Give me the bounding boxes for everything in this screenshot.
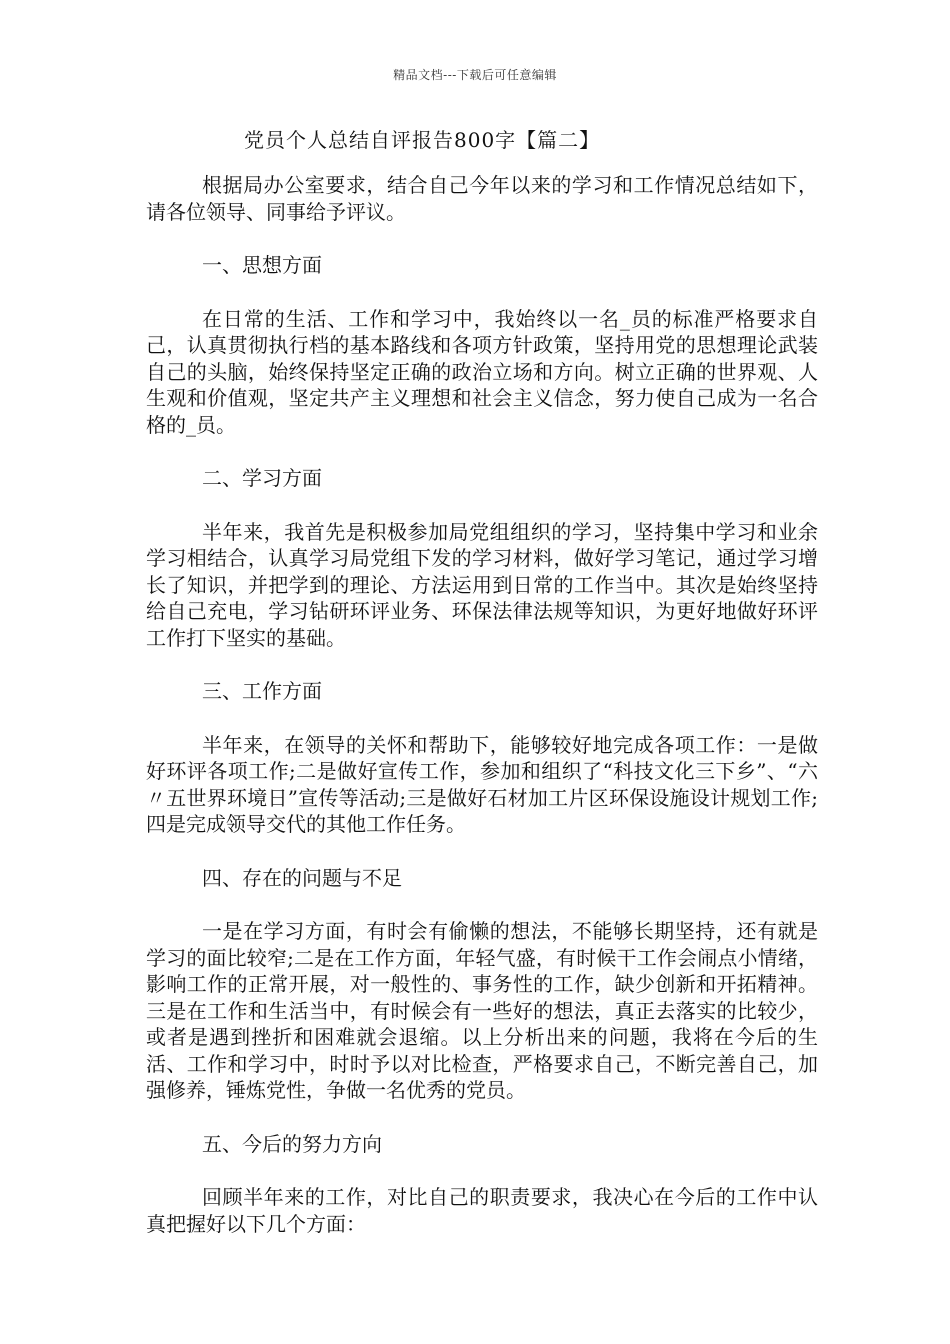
page-header: 精品文档---下载后可任意编辑 — [393, 68, 557, 82]
intro-paragraph: 根据局办公室要求，结合自己今年以来的学习和工作情况总结如下，请各位领导、同事给予评议。 — [146, 173, 818, 224]
section-paragraph: 回顾半年来的工作，对比自己的职责要求，我决心在今后的工作中认真把握好以下几个方面： — [146, 1185, 818, 1236]
section-paragraph: 一是在学习方面，有时会有偷懒的想法，不能够长期坚持，还有就是学习的面比较窄;二是在工作方面，年轻气盛，有时候干工作会闹点小情绪，影响工作的正常开展，对一般性的、事务性的工作，缺少创新和开拓精神。三是在工作和生活当中，有时候会有一些好的想法，真正去落实的比较少，或者是遇到挫折和困难就会退缩。以上分析出来的问题，我将在今后的生活、工作和学习中，时时予以对比检查，严格要求自己，不断完善自己，加强修养，锤炼党性，争做一名优秀的党员。 — [146, 919, 818, 1102]
document-body — [146, 172, 818, 1237]
document-title: 党员个人总结自评报告800字【篇二】 — [244, 128, 601, 152]
section-heading: 五、今后的努力方向 — [202, 1131, 382, 1156]
section-heading: 二、学习方面 — [202, 466, 322, 490]
section-heading: 四、存在的问题与不足 — [202, 865, 402, 890]
section-heading: 三、工作方面 — [202, 679, 322, 703]
section-paragraph: 半年来，在领导的关怀和帮助下，能够较好地完成各项工作：一是做好环评各项工作;二是做好宣传工作，参加和组织了“科技文化三下乡”、“六〃五世界环境日”宣传等活动;三是做好石材加工片区环保设施设计规划工作;四是完成领导交代的其他工作任务。 — [146, 732, 818, 836]
section-paragraph: 在日常的生活、工作和学习中，我始终以一名_员的标准严格要求自己，认真贯彻执行档的基本路线和各项方针政策，坚持用党的思想理论武装自己的头脑，始终保持坚定正确的政治立场和方向。树立正确的世界观、人生观和价值观，坚定共产主义理想和社会主义信念，努力使自己成为一名合格的_员。 — [146, 306, 818, 437]
section-heading: 一、思想方面 — [202, 253, 322, 277]
section-paragraph: 半年来，我首先是积极参加局党组组织的学习，坚持集中学习和业余学习相结合，认真学习局党组下发的学习材料，做好学习笔记，通过学习增长了知识，并把学到的理论、方法运用到日常的工作当中。其次是始终坚持给自己充电，学习钻研环评业务、环保法律法规等知识，为更好地做好环评工作打下坚实的基础。 — [146, 519, 818, 650]
